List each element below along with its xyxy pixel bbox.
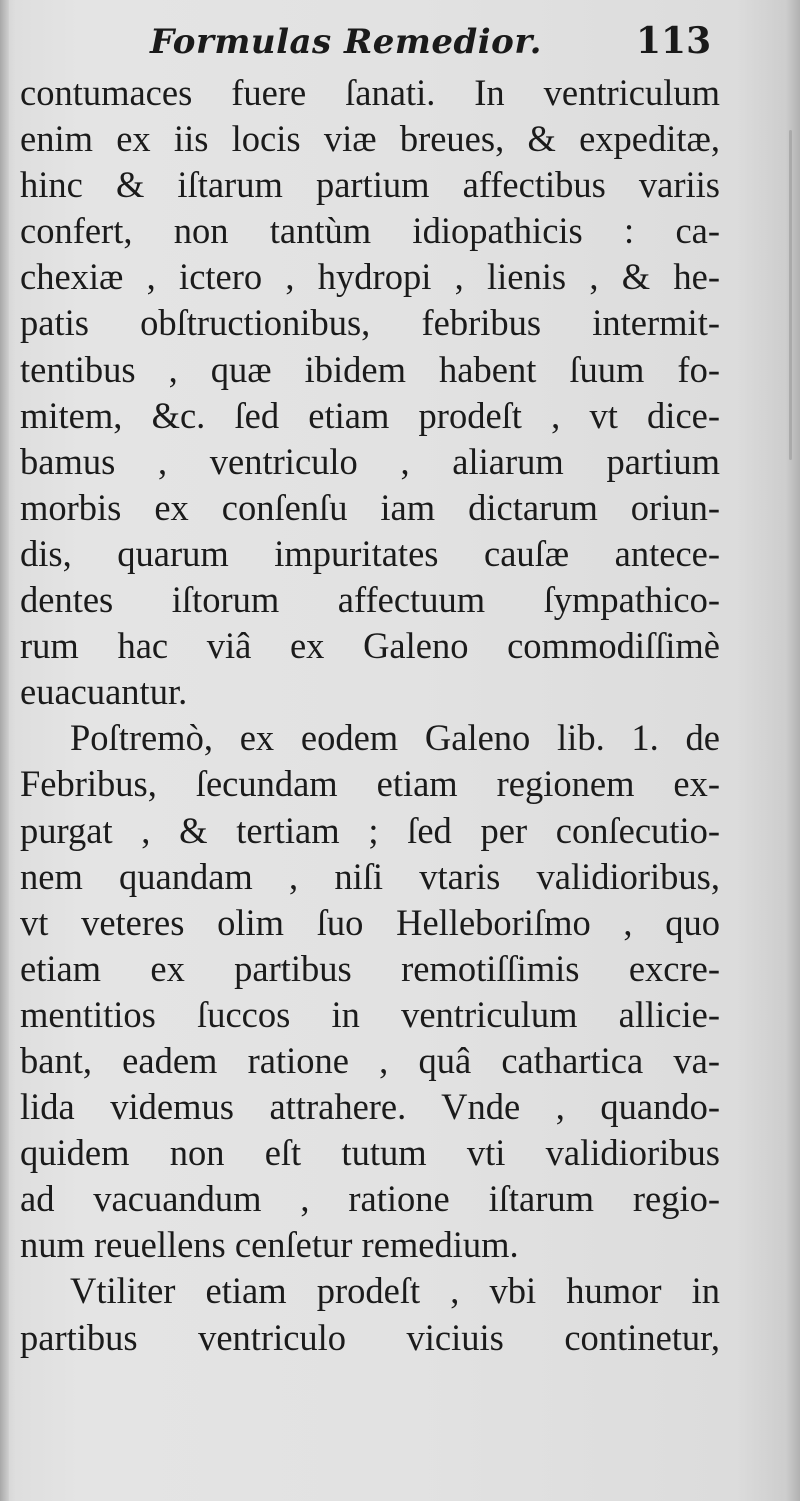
text-line: tentibus , quæ ibidem habent ſuum fo- [20,348,720,390]
text-line: patis obſtructionibus, febribus intermit- [20,302,720,344]
page-header [0,14,800,74]
text-line: Vtiliter etiam prodeſt , vbi humor in [70,1270,720,1312]
text-line: contumaces fuere ſanati. In ventriculum [20,72,720,113]
text-line: partibus ventriculo viciuis continetur, [20,1316,720,1358]
text-line: confert, non tantùm idiopathicis : ca- [20,210,720,252]
text-line: hinc & iſtarum partium affectibus variis [20,164,720,206]
text-line: chexiæ , ictero , hydropi , lienis , & he- [20,256,720,298]
text-line: nem quandam , niſi vtaris validioribus, [20,855,720,897]
text-line: morbis ex conſenſu iam dictarum oriun- [20,486,720,528]
text-line: etiam ex partibus remotiſſimis excre- [20,947,720,989]
text-line: mitem, &c. ſed etiam prodeſt , vt dice- [20,394,720,436]
text-line: num reuellens cenſetur remedium. [20,1224,519,1266]
running-head: Formulas Remedior. [150,22,542,62]
page-gutter [0,0,9,1501]
text-line: euacuantur. [20,671,188,713]
body-text [20,70,720,1361]
text-line: vt veteres olim ſuo Helleboriſmo , quo [20,901,720,943]
page-number: 113 [636,20,712,62]
margin-pencil-mark [789,130,792,460]
text-line: lida videmus attrahere. Vnde , quando- [20,1086,720,1128]
text-line: bamus , ventriculo , aliarum partium [20,440,720,482]
text-line: enim ex iis locis viæ breues, & expeditæ, [20,118,720,160]
text-line: ad vacuandum , ratione iſtarum regio- [20,1178,720,1220]
text-line: dentes iſtorum affectuum ſympathico- [20,579,720,621]
text-line: bant, eadem ratione , quâ cathartica va- [20,1039,720,1081]
text-line: Febribus, ſecundam etiam regionem ex- [20,763,720,805]
text-line: purgat , & tertiam ; ſed per conſecutio- [20,809,720,851]
text-line: rum hac viâ ex Galeno commodiſſimè [20,625,720,667]
text-line: mentitios ſuccos in ventriculum allicie- [20,993,720,1035]
text-line: Poſtremò, ex eodem Galeno lib. 1. de [70,717,720,759]
text-line: quidem non eſt tutum vti validioribus [20,1132,720,1174]
text-line: dis, quarum impuritates cauſæ antece- [20,532,720,574]
